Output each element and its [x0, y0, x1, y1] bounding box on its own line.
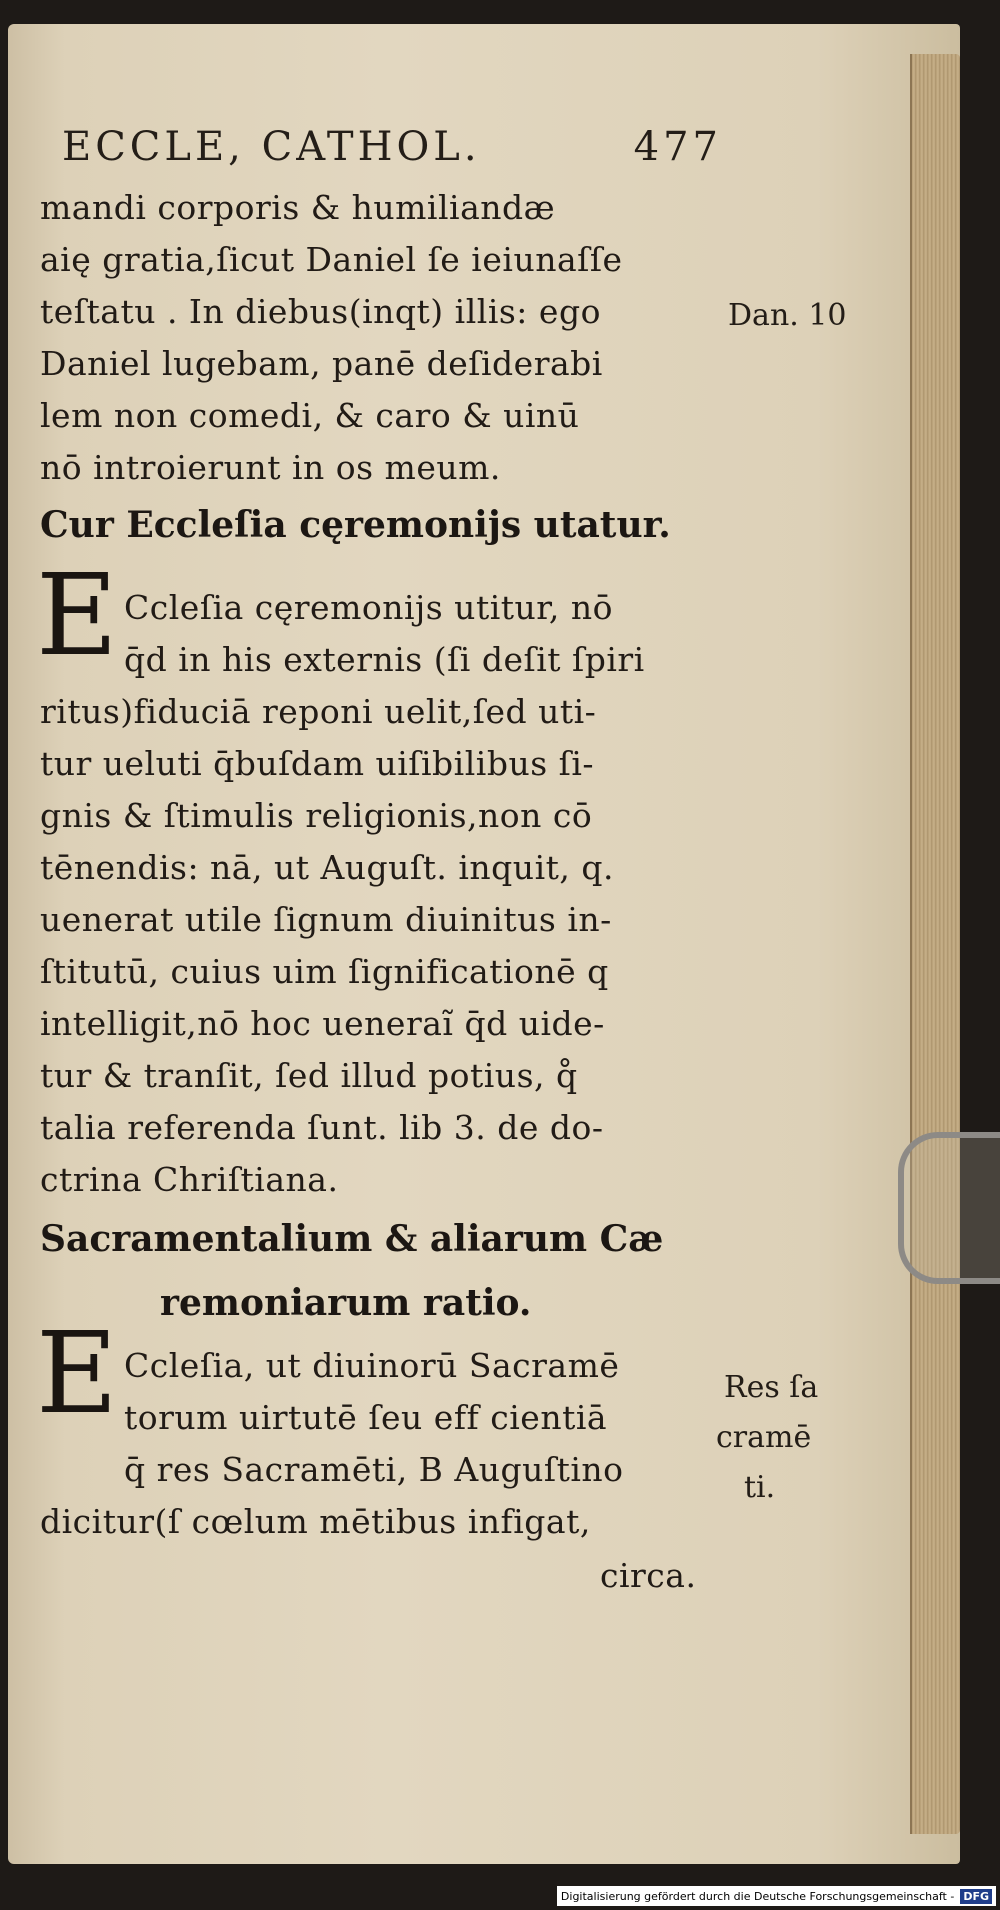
margin-note-res: ti. [744, 1470, 776, 1505]
text-line: lem non comedi, & caro & uinū [40, 396, 580, 435]
page-edge-stack [910, 54, 960, 1834]
text-line: tēnendis: nā, ut Auguſt. inquit, q. [40, 848, 614, 887]
text-line: teſtatu . In diebus(inqt) illis: ego [40, 292, 601, 331]
catchword: circa. [600, 1556, 697, 1595]
text-line: ctrina Chriſtiana. [40, 1160, 339, 1199]
text-line: nō introierunt in os meum. [40, 448, 501, 487]
text-line: mandi corporis & humiliandæ [40, 188, 556, 227]
margin-note-res: cramē [716, 1420, 812, 1455]
credit-text: Digitalisierung gefördert durch die Deutsche Forschungsgemeinschaft - [560, 1889, 955, 1903]
margin-note-dan: Dan. 10 [728, 298, 847, 333]
text-line: Ccleſia cęremonijs utitur, nō [124, 588, 614, 627]
text-line: uenerat utile ſignum diuinitus in- [40, 900, 612, 939]
text-line: Daniel lugebam, panē deſiderabi [40, 344, 603, 383]
text-line: intelligit,nō hoc ueneraĩ q̄d uide- [40, 1004, 605, 1043]
text-line: q̄d in his externis (ſi deſit ſpiri [124, 640, 645, 679]
drop-initial: E [36, 1309, 118, 1439]
page-clip [898, 1132, 1000, 1284]
text-line: torum uirtutē ſeu eff cientiā [124, 1398, 608, 1437]
dfg-logo: DFG [960, 1889, 992, 1904]
text-line: tur ueluti q̄buſdam uiſibilibus ſi- [40, 744, 595, 783]
drop-initial: E [36, 551, 118, 681]
section-heading: Cur Eccleſia cęremonijs utatur. [40, 504, 671, 546]
page-number: 477 [633, 124, 722, 170]
text-line: tur & tranſit, ſed illud potius, q̊ [40, 1056, 578, 1095]
text-line: q̄ res Sacramēti, B Auguſtino [124, 1450, 624, 1489]
text-line: aię gratia,ſicut Daniel ſe ieiunaſſe [40, 240, 623, 279]
margin-note-res: Res ſa [724, 1370, 819, 1405]
text-line: Ccleſia, ut diuinorū Sacramē [124, 1346, 620, 1385]
text-line: dicitur(ſ cœlum mētibus infigat, [40, 1502, 591, 1541]
section-heading: remoniarum ratio. [160, 1282, 532, 1324]
running-head-title: ECCLE, CATHOL. [62, 124, 481, 170]
running-head [62, 124, 722, 170]
text-line: talia referenda ſunt. lib 3. de do- [40, 1108, 604, 1147]
section-heading: Sacramentalium & aliarum Cæ [40, 1218, 664, 1260]
digitization-credit [557, 1886, 996, 1906]
text-line: ſtitutū, cuius uim ſignificationē q [40, 952, 609, 991]
text-line: ritus)fiduciā reponi uelit,ſed uti- [40, 692, 597, 731]
text-line: gnis & ſtimulis religionis,non cō [40, 796, 593, 835]
